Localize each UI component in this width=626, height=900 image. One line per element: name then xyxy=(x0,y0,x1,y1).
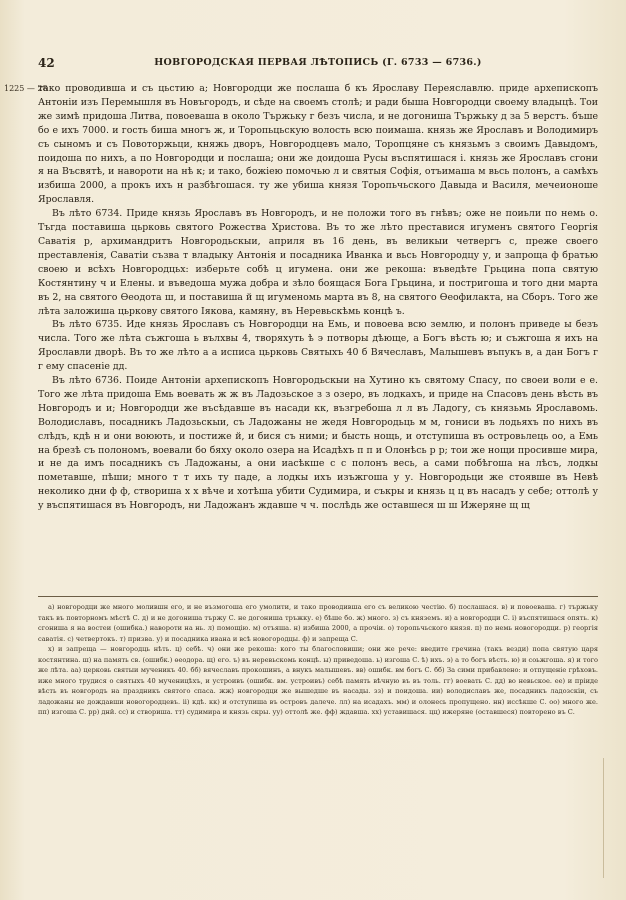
paragraph: тако проводивша и съ цьстию а; Новгородци же послаша б къ Ярославу Переяславлю. приде архепископъ Антонiи изъ Перемышля въ Новъгородъ, и сѣде на своемъ столѣ; и ради быша Новгородци своему владыцѣ. Тои же зимѣ придоша Литва, повоеваша в около Тържьку г безъ числа, и не догониша Тържьку д за 5 верстъ. бъше бо е ихъ 7000. и гость биша многъ ж, и Торопьцьскую волость всю поимаша. князь же Ярославъ и Володимиръ съ сыномъ и съ Повоторжьци, княжь дворъ, Новгородцевъ мало, Торопцяне съ князьмъ з своимъ Давыдомъ, поидоша по нихъ, а по Новгородци и послаша; они же доидоша Русы въспятишася і. князь же Ярославъ сгони я на Въсвятѣ, и навороти на нѣ к; и тако, божiею помочью л и святыя Софiя, отъимаша м вьсь полонъ, а самѣхъ избиша 2000, а прокъ ихъ н разбѣгошася. ту же убиша князя Торопьчьского Давыда и Василя, мечеионоше Ярославля. xyxy=(38,83,598,206)
paragraph: Въ лѣто 6735. Иде князь Ярославъ съ Новгородци на Емь, и повоева всю землю, и полонъ приведе ы безъ числа. Того же лѣта съжгоша ь вълхвы 4, творяхуть ѣ э потворы дѣюще, а Богъ вѣсть ю; и съжгоша я ихъ на Ярославли дворѣ. Въ то же лѣто а а иcписа цьрковь Святыхъ 40 б Вячеславъ, Малышевъ въпукъ в, а дан Богъ г г ему спасенiе дд. xyxy=(38,319,598,373)
footnote-divider xyxy=(38,596,598,597)
footnote-block: а) новгородци же много молившн его, и не възмогоша его умолити, и тако проводивша его съ великою честiю. б) послашася. в) и повоеваша. г) тържьку такъ въ повторномъ мѣстѣ С. д) и не догониша тържу С. не догониша тръжку. е) бѣше бо. ж) много. з) съ княземъ. и) а новгородци С. і) въспятишася опять. к) сгониша я на востеи (ошибка.) навороти на нь. л) помощiю. м) отъяша. н) избиша 2000, а прочiи. о) торопьчьского князя. п) по немь новогородци. р) георгiя саватiя. с) четвертокъ. т) призва. у) и посадника ивана и всѣ новогородцы. ф) и запреща С. xyxy=(38,603,598,643)
page-number: 42 xyxy=(38,56,55,70)
main-text xyxy=(38,82,598,513)
paragraph: Въ лѣто 6734. Приде князь Ярославъ въ Новгородъ, и не положи того въ гнѣвъ; оже не поиьли по немь о. Тъгда поставиша цьрковь святого Рожества Христова. Въ то же лѣто преставися игуменъ святого Георгiя Саватiя р, архимандритъ Новгородьскыи, априля въ 16 день, въ великыи четвергъ с, преже своего преставленiя, Саватiи съзва т владыку Антонiя и посадника Иванка и вьсь Новгородцу у, и запроща ф братью своею и всѣхъ Новгородцьх: изберьте собѣ ц игумена. они же рекоша: въведѣте Грьцина попа святую Костянтину ч и Елены. и въведоша мужа добра и зѣло боящася Бога Грьцина, и постригоша и того дни марта въ 2, на святого Өеодота ш, и поставиша й щ игуменомь марта въ 8, на святого Өеофилакта, на Сборъ. Того же лѣта заложиша цьркову святого Iякова, камяну, въ Неревьскѣмь концѣ ъ. xyxy=(38,208,598,317)
page-header xyxy=(38,56,598,72)
page-edge-shadow xyxy=(603,758,626,878)
footnotes xyxy=(38,602,598,718)
margin-years: 1225 — 28 xyxy=(4,84,48,93)
running-title: НОВГОРОДСКАЯ ПЕРВАЯ ЛѢТОПИСЬ (Г. 6733 — 6736.) xyxy=(154,57,482,68)
paragraph: Въ лѣто 6736. Поиде Антонiи архепископъ Новгородьскыи на Хутино къ святому Спасу, по своеи воли е е. Того же лѣта придоша Емь воевать ж ж въ Ладозьское з з озеро, въ лодкахъ, и приде на Спасовъ день вѣсть въ Новгородъ и и; Новгородци же въсѣдавше въ насади кк, възгребоша л л въ Ладогу, съ князьмь Ярославомь. Володиславъ, посадникъ Ладозьскыи, съ Ладожаны не жедя Новгородьць м м, гониси въ лодьяхъ по нихъ въ слѣдъ, кдѣ н и они воюють, и постиже й, и бися съ ними; и бысть нощь, и отступиша въ островьлець оо, а Емь на брезѣ съ полономъ, воевали бо бяху около озера на Исадѣхъ п п и Олонѣсь р р; тои же нощи просивше мира, и не да имъ посадникъ съ Ладожаны, а они иасѣкше с с полонъ весь, а сами побѣгоша на лѣсъ, лодкы пометавше, пѣши; много т т ихъ ту паде, а лодкы ихъ изъжгоша у у. Новгородьци же стоявше въ Невѣ неколико дни ф ф, створиша х х вѣче и хотѣша убити Судимира, и съкры и князь ц ц въ насадъ у себе; оттолѣ у у въспятишася въ Новгородъ, ни Ладожанъ ждавше ч ч. послѣдь же оставшеся ш ш Ижеряне щ щ xyxy=(38,375,598,512)
footnote-block: х) и запреща — новгородць нѣть. ц) себѣ. ч) они же рекоша: кого ты благословиши; они же рече: введите гречина (такъ везди) попа святую царя костянтина. ш) на память св. (ошибк.) өеодора. щ) его. ъ) въ неревьскомь концѣ. ы) приведоша. ь) изгоша С. ѣ) ихъ. э) а то богъ вѣсть. ю) и соьжгоша. я) и того же лѣта. аа) церковь святыи мученикъ 40. бб) вячеславъ прокошинъ, а внукъ малышевъ. вв) ошибк. вм богъ С. бб) За сими прибавлено: и отпущенiе грѣховъ. иже много трудися о святыхъ 40 мученицѣхъ, и устроивъ (ошибк. вм. устроивъ) себѣ память вѣчную въ въ толь. гг) воевать С. дд) во невьское. ее) и прiиде вѣсть въ новгородъ на праздникъ святого спаса. жж) новгородци же вышедше въ насады. зз) и поидоша. ии) володиславъ же, посадникъ ладозскiи, съ ладожаны не дождавши новогородцевъ. іі) кдѣ. кк) и отступиша въ островъ далече. лл) на исадахъ. мм) и олонесь пропущено. нн) иссѣкше С. оо) много же. пп) изгоша С. рр) днй. сс) и створиша. тт) судимира и князь скры. уу) оттолѣ же. фф) ждавша. хх) уставишася. цц) ижеряне (оставшеся) повторено въ С. xyxy=(38,645,598,716)
